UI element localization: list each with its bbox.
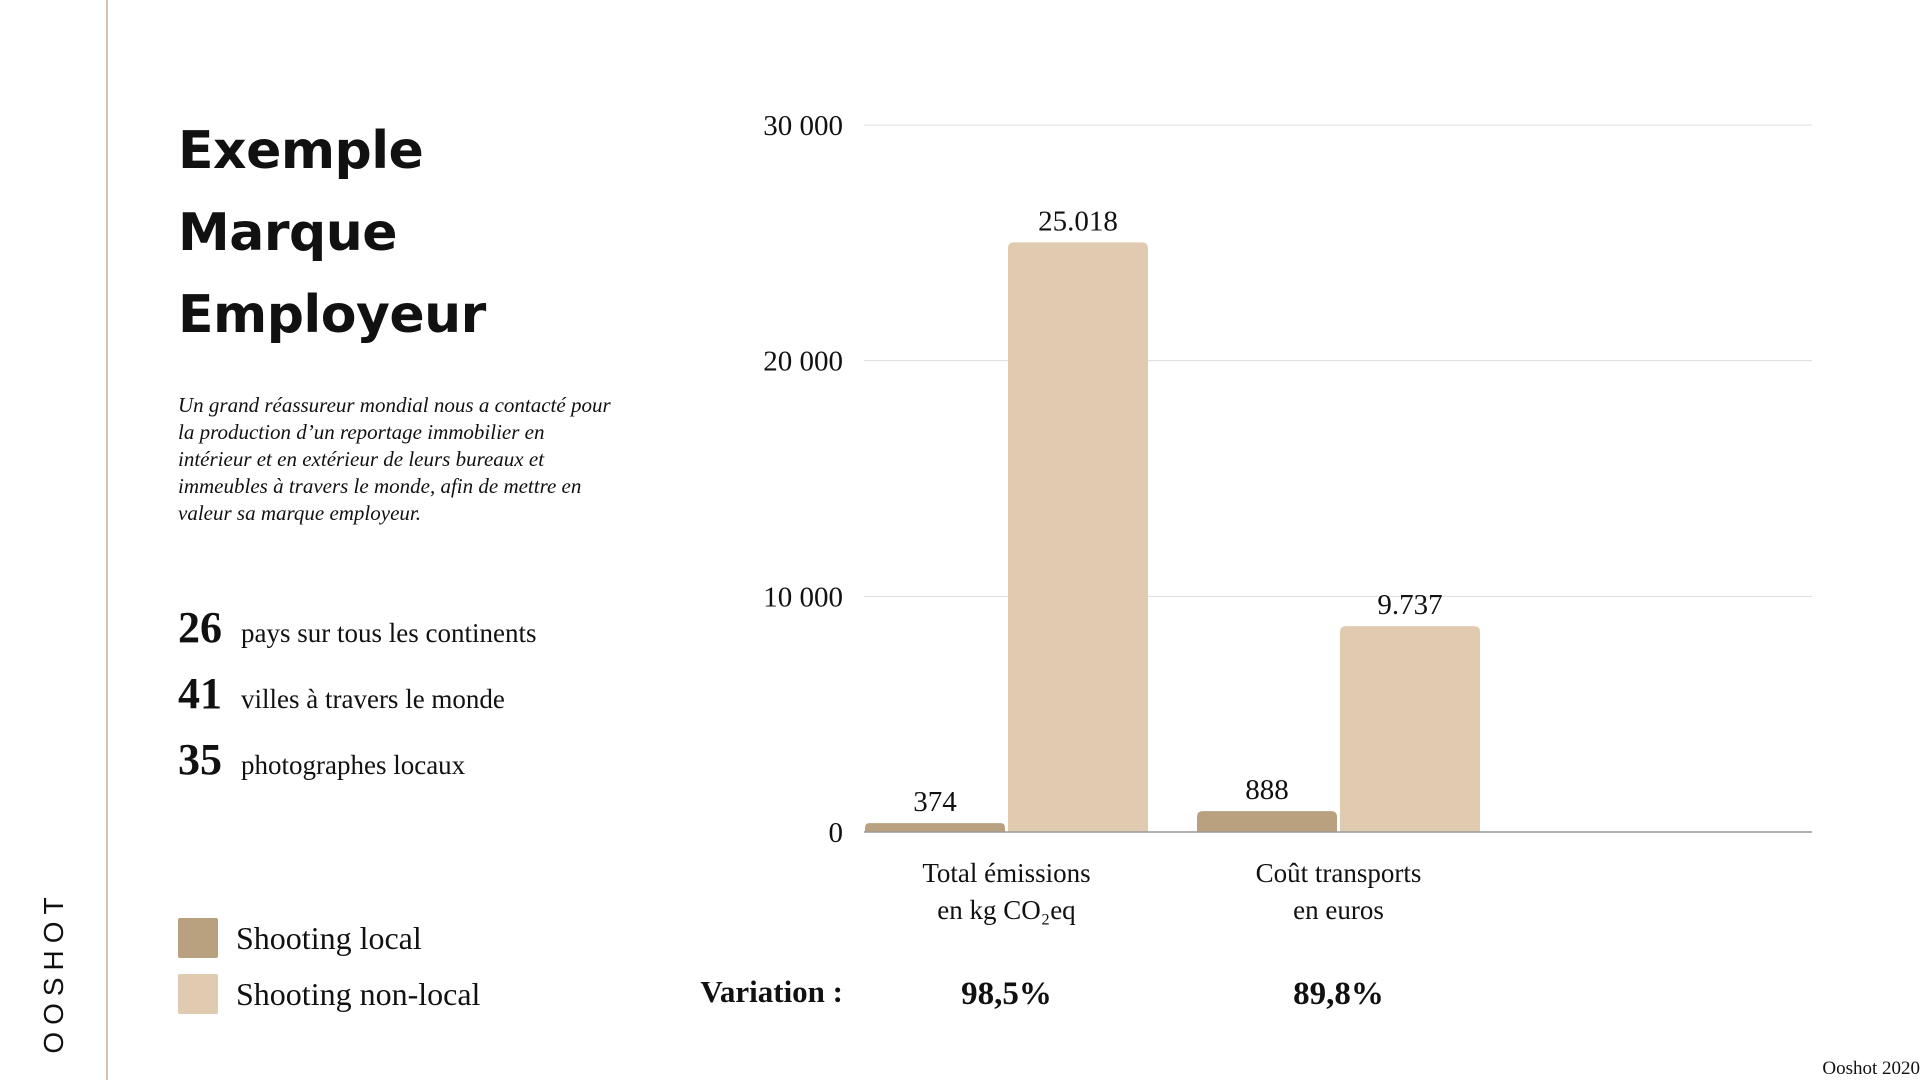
stat-number: 26 <box>178 603 222 652</box>
x-tick-label: en euros <box>1293 895 1384 925</box>
title-line: Employeur <box>178 285 486 345</box>
y-tick-label: 20 000 <box>763 345 843 378</box>
footer-credit: Ooshot 2020 <box>1822 1058 1920 1079</box>
stat-number: 35 <box>178 735 222 784</box>
bar-nonlocal <box>1340 626 1480 832</box>
stat-text: photographes locaux <box>241 750 466 780</box>
bar-data-label: 9.737 <box>1377 589 1443 622</box>
legend-label: Shooting non-local <box>236 975 481 1012</box>
bar-local <box>1197 811 1337 832</box>
stat-number: 41 <box>178 669 222 718</box>
variation-value: 89,8% <box>1293 976 1384 1012</box>
title-line: Marque <box>178 203 397 263</box>
x-tick-label: Total émissions <box>922 858 1091 888</box>
variation-value: 98,5% <box>961 976 1052 1012</box>
title-line: Exemple <box>178 121 424 181</box>
x-tick-label: en kg CO₂eq <box>937 895 1076 925</box>
brand-vertical-logo: OOSHOT <box>38 890 69 1054</box>
x-tick-label: Coût transports <box>1255 858 1422 888</box>
bar-data-label: 374 <box>913 786 957 819</box>
stat-text: villes à travers le monde <box>241 684 505 714</box>
bar-local <box>865 823 1005 832</box>
y-tick-label: 10 000 <box>763 581 843 614</box>
bar-nonlocal <box>1008 242 1148 832</box>
bar-data-label: 888 <box>1245 774 1289 807</box>
bar-data-label: 25.018 <box>1038 205 1118 238</box>
y-tick-label: 30 000 <box>763 110 843 142</box>
stat-text: pays sur tous les continents <box>241 618 537 648</box>
description: Un grand réassureur mondial nous a contacté pour la production d’un reportage immobilier en intérieur et en extérieur de leurs bureaux et immeubles à travers le monde, afin de mettre en valeur sa marque employeur. <box>178 393 611 525</box>
legend-label: Shooting local <box>236 919 422 956</box>
y-tick-label: 0 <box>828 817 843 849</box>
variation-label: Variation : <box>700 974 843 1009</box>
